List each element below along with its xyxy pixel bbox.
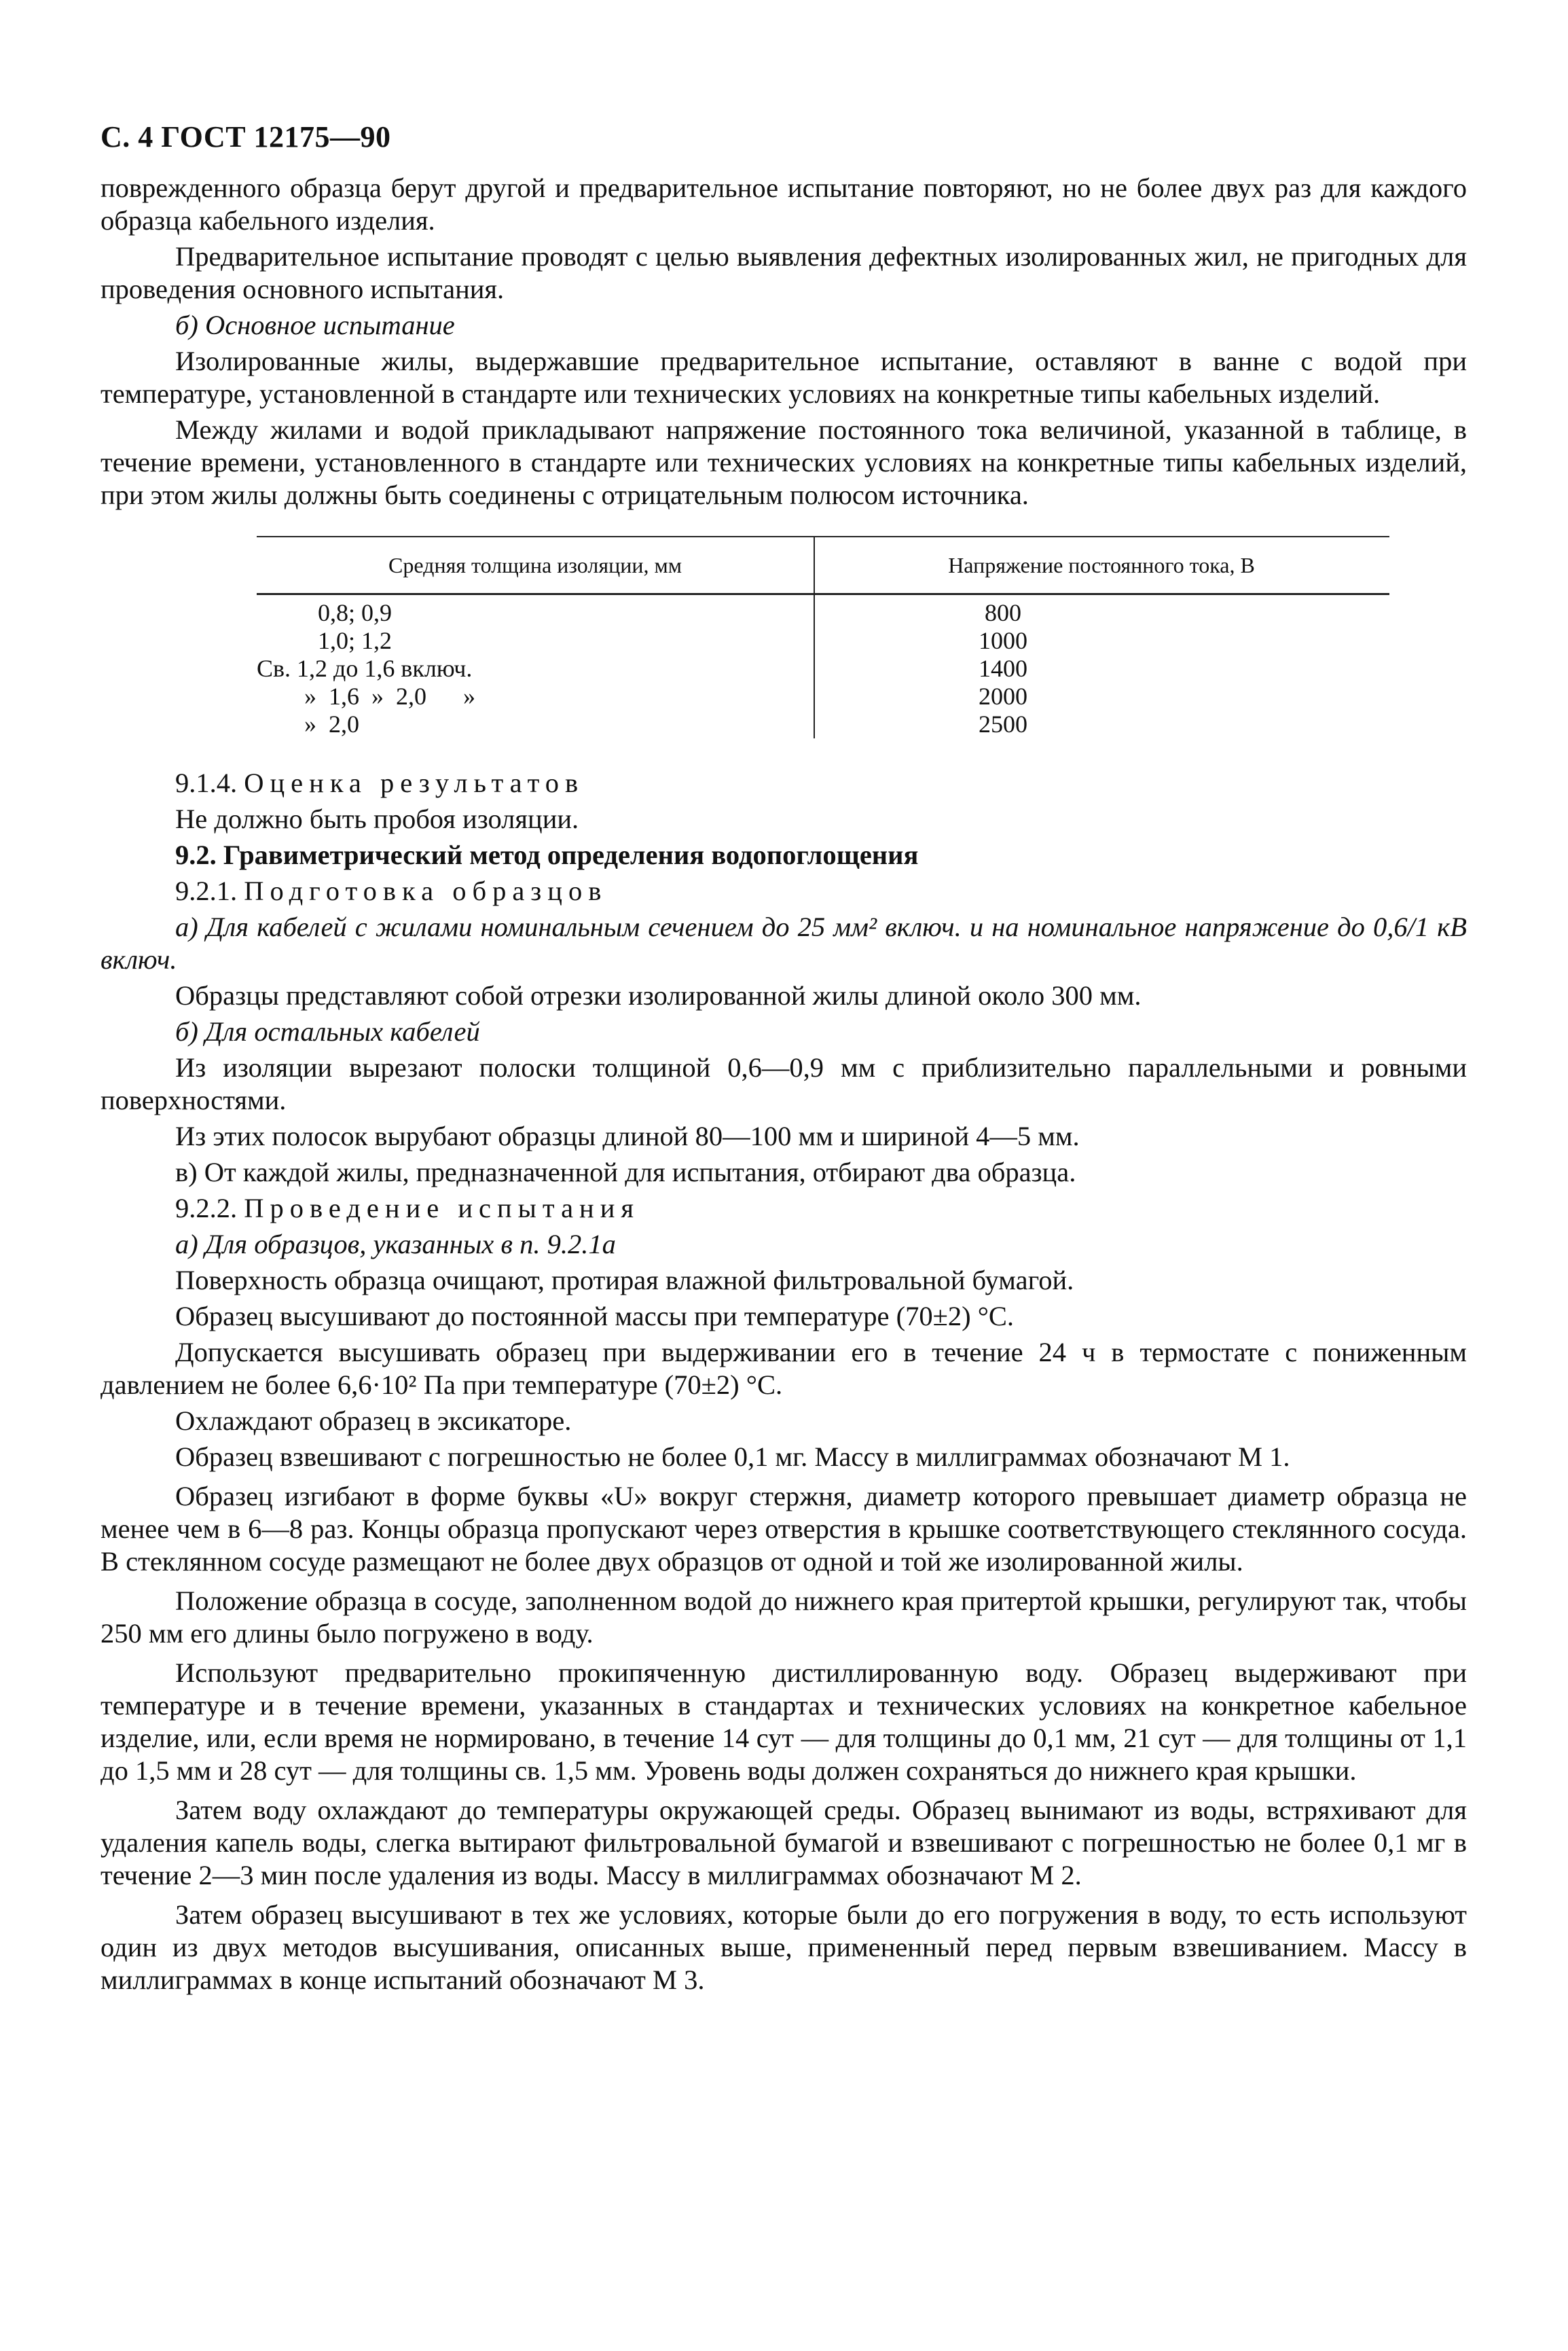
subheading-main-test: б) Основное испытание: [175, 310, 455, 340]
body-text: [101, 172, 1467, 512]
paragraph: Изолированные жилы, выдержавшие предварительное испытание, оставляют в ванне с водой при температуре, установленной в стандарте или технических условиях на конкретные типы кабельных изделий.: [101, 346, 1467, 409]
paragraph: Образец взвешивают с погрешностью не более 0,1 мг. Массу в миллиграммах обозначают М 1.: [175, 1441, 1290, 1472]
cell-voltage: 2500: [979, 711, 1027, 738]
voltage-table: [257, 536, 1389, 738]
cell-voltage: 2000: [979, 683, 1027, 710]
cell-thickness: » 1,6 » 2,0 »: [304, 683, 475, 710]
table-header-thickness: Средняя толщина изоляции, мм: [388, 552, 682, 577]
table-row: [257, 599, 1389, 627]
table-header-voltage: Напряжение постоянного тока, В: [948, 552, 1255, 577]
paragraph: Образцы представляют собой отрезки изолированной жилы длиной около 300 мм.: [175, 980, 1142, 1011]
paragraph: Из этих полосок вырубают образцы длиной 80—100 мм и шириной 4—5 мм.: [175, 1121, 1080, 1151]
paragraph: Не должно быть пробоя изоляции.: [175, 804, 579, 834]
paragraph: Используют предварительно прокипяченную дистиллированную воду. Образец выдерживают при температуре и в течение времени, указанных в стандартах и технических условиях на конкретное кабельное изделие, или, если время не нормировано, в течение 14 сут — для толщины до 0,1 мм, 21 сут — для толщины от 1,1 до 1,5 мм и 28 сут — для толщины св. 1,5 мм. Уровень воды должен сохраняться до нижнего края крышки.: [101, 1657, 1467, 1786]
table-row: [257, 627, 1389, 655]
paragraph: Между жилами и водой прикладывают напряжение постоянного тока величиной, указанной в таблице, в течение времени, установленного в стандарте или технических условиях на конкретные типы кабельных изделий, при этом жилы должны быть соединены с отрицательным полюсом источника.: [101, 414, 1467, 510]
body-text-2: [101, 767, 1467, 1996]
paragraph: Охлаждают образец в эксикаторе.: [175, 1405, 572, 1436]
item-b: б) Для остальных кабелей: [175, 1016, 480, 1047]
paragraph: поврежденного образца берут другой и предварительное испытание повторяют, но не более двух раз для каждого образца кабельного изделия.: [101, 173, 1467, 236]
test-procedure-paragraphs: [101, 1264, 1467, 1996]
table-header-row: [257, 537, 1389, 593]
item-a: а) Для кабелей с жилами номинальным сечением до 25 мм² включ. и на номинальное напряжение до 0,6/1 кВ включ.: [101, 912, 1467, 975]
paragraph: Из изоляции вырезают полоски толщиной 0,6—0,9 мм с приблизительно параллельными и ровными поверхностями.: [101, 1052, 1467, 1115]
table-body: [257, 595, 1389, 738]
paragraph: Допускается высушивать образец при выдерживании его в течение 24 ч в термостате с пониженным давлением не более 6,6·10² Па при температуре (70±2) °С.: [101, 1337, 1467, 1400]
paragraph: Поверхность образца очищают, протирая влажной фильтровальной бумагой.: [175, 1265, 1074, 1295]
cell-voltage: 800: [985, 599, 1021, 626]
page-header: С. 4 ГОСТ 12175—90: [101, 120, 391, 154]
cell-thickness: 1,0; 1,2: [318, 627, 393, 654]
table-row: [257, 683, 1389, 711]
cell-voltage: 1400: [979, 655, 1027, 682]
section-9-1-4: 9.1.4. Оценка результатов: [175, 768, 585, 798]
cell-thickness: 0,8; 0,9: [318, 599, 393, 626]
cell-thickness: Св. 1,2 до 1,6 включ.: [257, 655, 473, 682]
paragraph: Затем воду охлаждают до температуры окружающей среды. Образец вынимают из воды, встряхивают для удаления капель воды, слегка вытирают фильтровальной бумагой и взвешивают с погрешностью не более 0,1 мг в течение 2—3 мин после удаления из воды. Массу в миллиграммах обозначают М 2.: [101, 1795, 1467, 1890]
cell-voltage: 1000: [979, 627, 1027, 654]
table-row: [257, 711, 1389, 738]
paragraph: Положение образца в сосуде, заполненном водой до нижнего края притертой крышки, регулируют так, чтобы 250 мм его длины было погружено в воду.: [101, 1585, 1467, 1649]
section-9-2: 9.2. Гравиметрический метод определения водопоглощения: [175, 840, 919, 870]
cell-thickness: » 2,0: [304, 711, 359, 738]
paragraph: Предварительное испытание проводят с целью выявления дефектных изолированных жил, не пригодных для проведения основного испытания.: [101, 241, 1467, 304]
paragraph: Затем образец высушивают в тех же условиях, которые были до его погружения в воду, то есть используют один из двух методов высушивания, описанных выше, примененный перед первым взвешиванием. Массу в миллиграммах в конце испытаний обозначают М 3.: [101, 1899, 1467, 1995]
table-column-divider: [814, 536, 815, 738]
item-a2: а) Для образцов, указанных в п. 9.2.1а: [175, 1229, 616, 1259]
section-9-2-2: 9.2.2. Проведение испытания: [175, 1193, 640, 1223]
table-row: [257, 655, 1389, 683]
document-page: [101, 120, 1467, 2000]
paragraph: Образец изгибают в форме буквы «U» вокруг стержня, диаметр которого превышает диаметр образца не менее чем в 6—8 раз. Концы образца пропускают через отверстия в крышке соответствующего стеклянного сосуда. В стеклянном сосуде размещают не более двух образцов от одной и той же изолированной жилы.: [101, 1481, 1467, 1577]
section-9-2-1: 9.2.1. Подготовка образцов: [175, 876, 608, 906]
item-v: в) От каждой жилы, предназначенной для испытания, отбирают два образца.: [175, 1157, 1076, 1187]
paragraph: Образец высушивают до постоянной массы при температуре (70±2) °С.: [175, 1301, 1015, 1331]
